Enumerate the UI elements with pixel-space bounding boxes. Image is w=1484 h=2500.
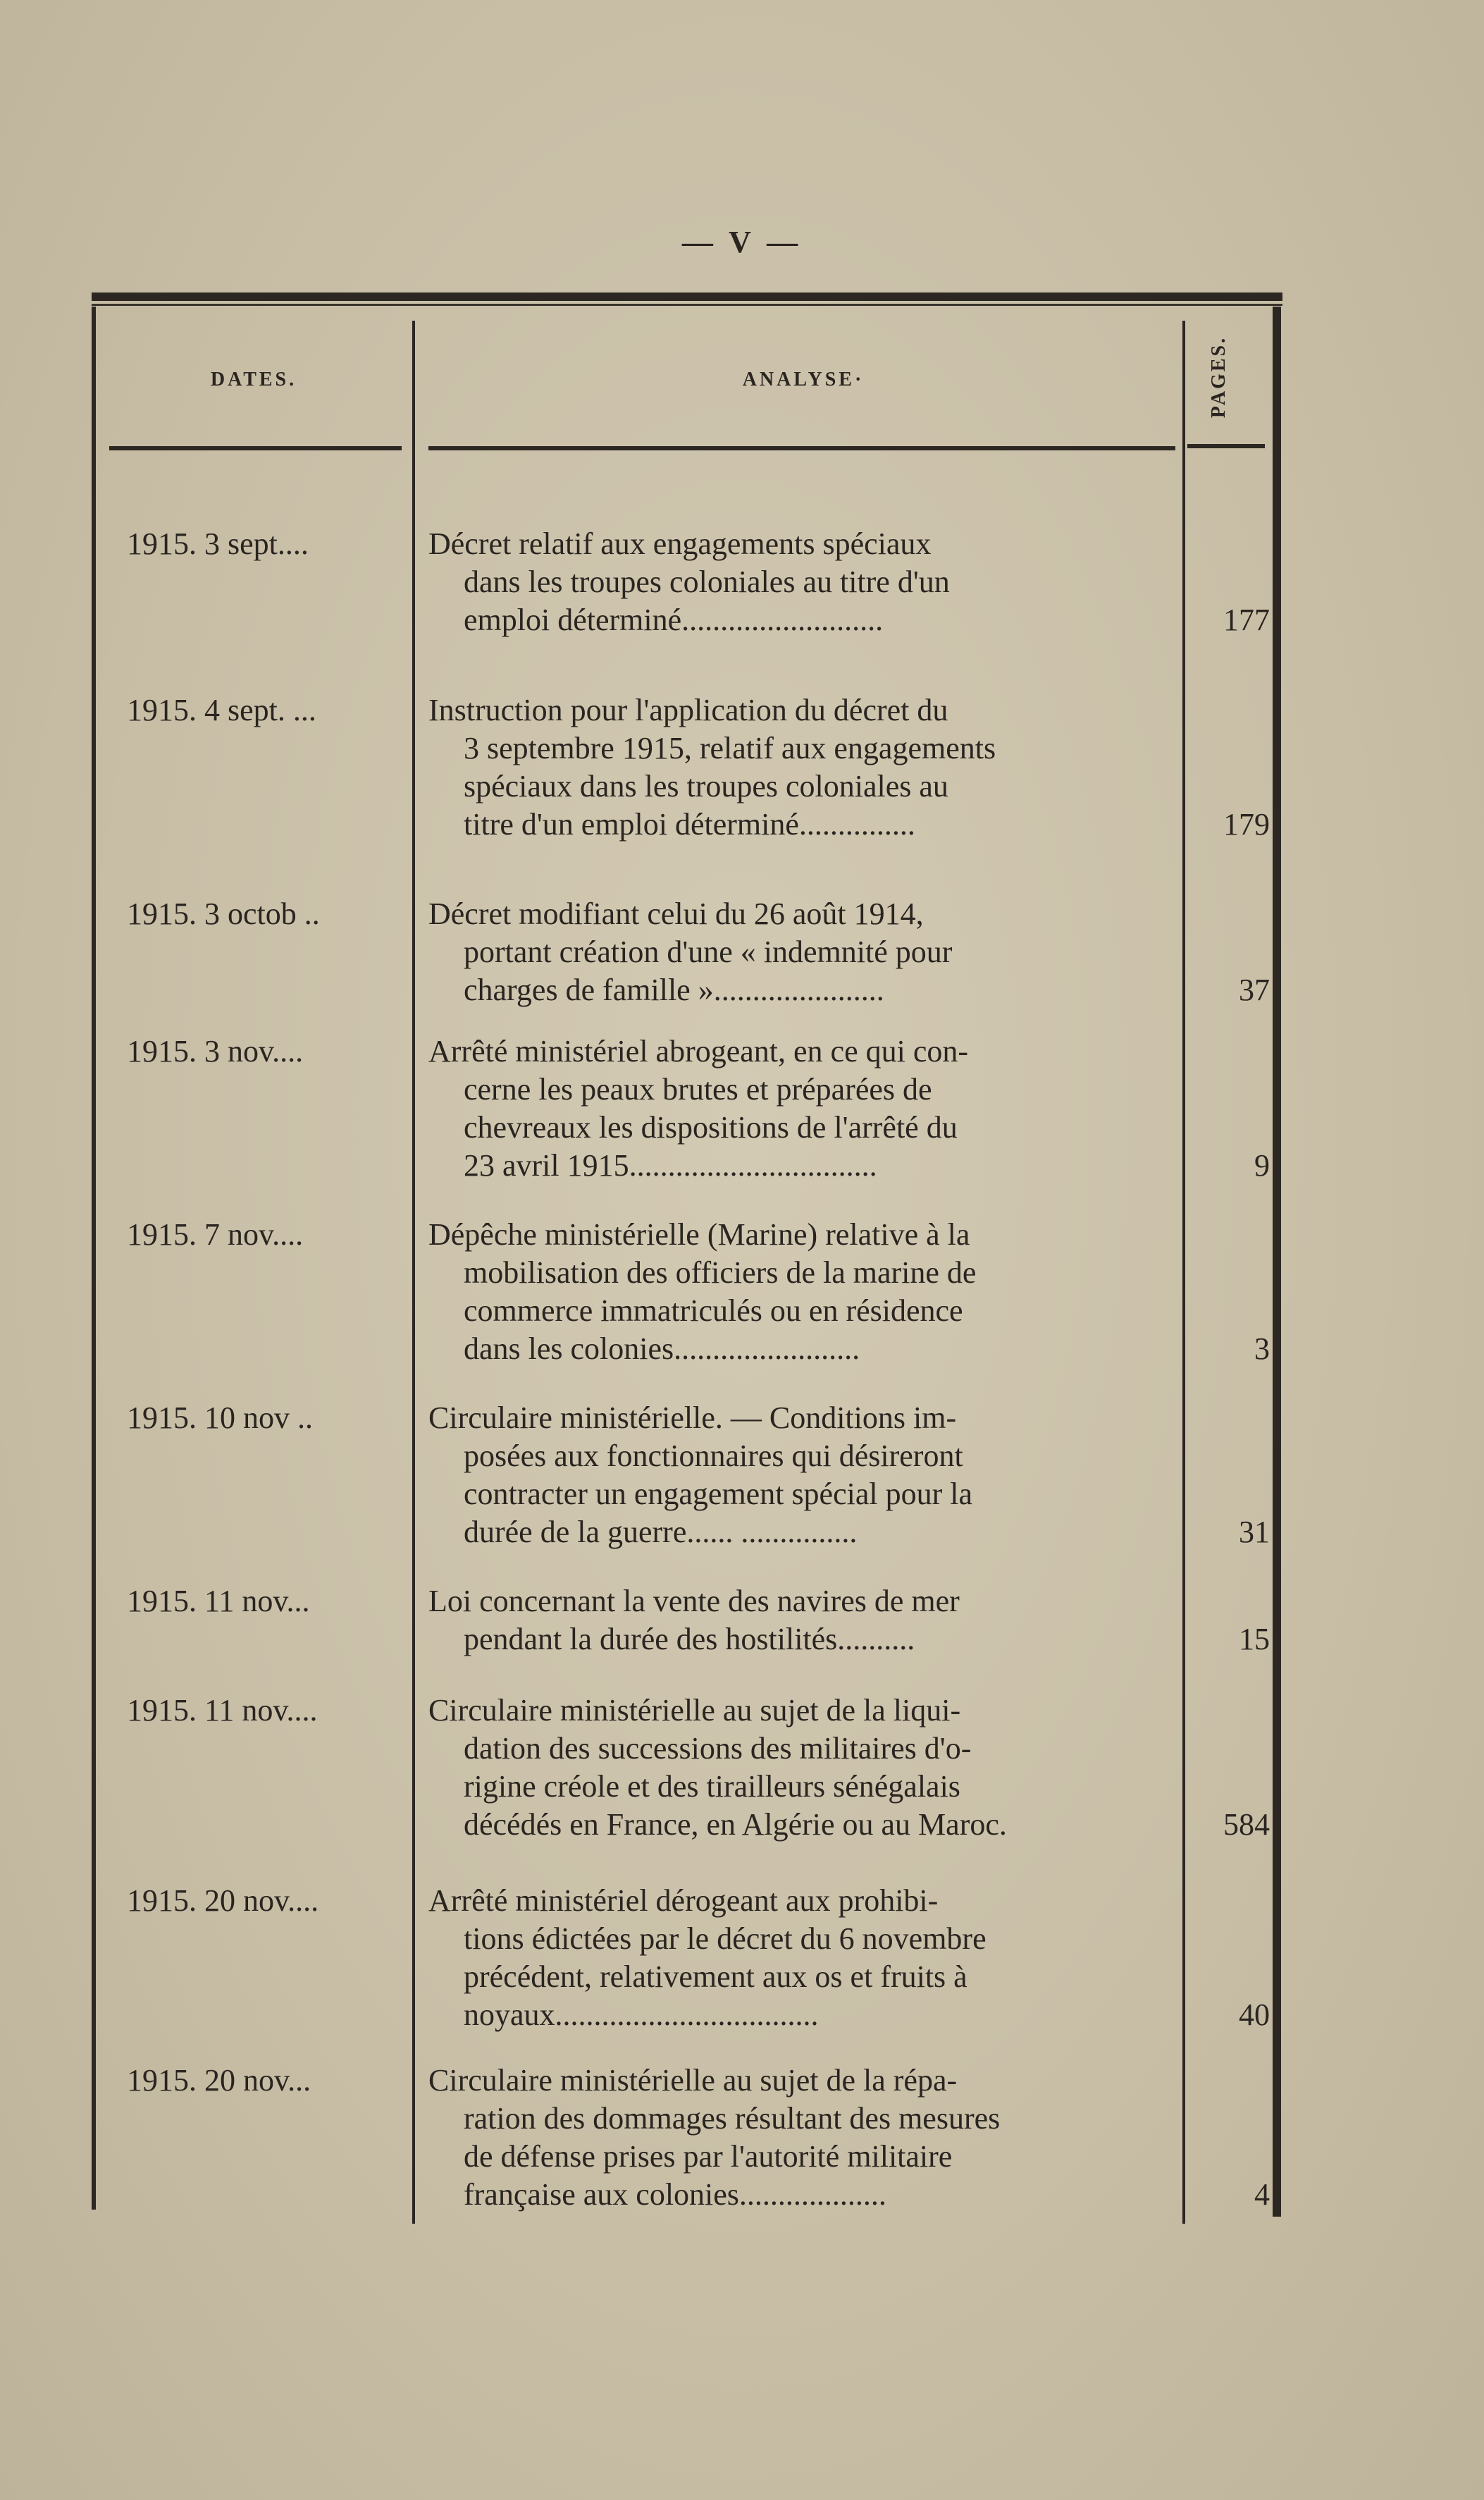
analyse-line: Arrêté ministériel abrogeant, en ce qui con- <box>428 1034 969 1069</box>
analyse-line: Circulaire ministérielle au sujet de la répa- <box>428 2063 958 2098</box>
header-dates: DATES. <box>210 369 297 390</box>
row-page: 3 <box>1254 1331 1270 1366</box>
row-date: 1915. 11 nov... <box>127 1584 310 1618</box>
row-analyse <box>428 525 1177 639</box>
analyse-line: rigine créole et des tirailleurs sénégalais <box>464 1769 960 1804</box>
analyse-line: charges de famille »...................... <box>464 973 884 1007</box>
row-page: 584 <box>1223 1807 1270 1842</box>
analyse-line: tions édictées par le décret du 6 novembre <box>464 1921 987 1956</box>
analyse-line: mobilisation des officiers de la marine de <box>464 1255 977 1290</box>
analyse-line: emploi déterminé.......................... <box>464 603 884 637</box>
analyse-line: spéciaux dans les troupes coloniales au <box>464 769 948 803</box>
analyse-line: dation des successions des militaires d'o- <box>464 1731 972 1766</box>
row-analyse <box>428 1882 1177 2034</box>
analyse-line: dans les troupes coloniales au titre d'un <box>464 565 950 599</box>
top-rule-thin <box>92 304 1282 306</box>
analyse-line: ration des dommages résultant des mesures <box>464 2101 1001 2136</box>
analyse-line: dans les colonies........................ <box>464 1331 860 1366</box>
row-page: 37 <box>1239 973 1270 1007</box>
analyse-line: contracter un engagement spécial pour la <box>464 1477 973 1511</box>
row-date: 1915. 20 nov... <box>127 2063 311 2098</box>
analyse-line: Décret modifiant celui du 26 août 1914, <box>428 897 924 931</box>
row-page: 31 <box>1239 1515 1270 1549</box>
row-analyse <box>428 691 1177 844</box>
row-date: 1915. 11 nov.... <box>127 1693 318 1728</box>
row-page: 15 <box>1239 1622 1270 1656</box>
analyse-line: portant création d'une « indemnité pour <box>464 935 953 969</box>
page-folio: — V — <box>681 225 803 259</box>
header-pages: PAGES. <box>1208 335 1230 419</box>
row-date: 1915. 3 sept.... <box>127 527 309 561</box>
analyse-line: Loi concernant la vente des navires de mer <box>428 1584 960 1618</box>
analyse-line: Instruction pour l'application du décret du <box>428 693 948 727</box>
row-analyse <box>428 1399 1177 1551</box>
analyse-line: 23 avril 1915................................ <box>464 1148 877 1183</box>
row-page: 179 <box>1223 807 1270 842</box>
header-pages-cell <box>1194 324 1244 430</box>
right-border <box>1273 307 1281 2217</box>
header-rule-pages <box>1187 444 1265 448</box>
row-analyse <box>428 1033 1177 1185</box>
header-rule-analyse <box>428 446 1175 450</box>
top-rule <box>92 293 1282 301</box>
row-page: 9 <box>1254 1148 1270 1183</box>
analyse-line: chevreaux les dispositions de l'arrêté du <box>464 1110 958 1145</box>
index-table <box>92 293 1282 2217</box>
analyse-line: Dépêche ministérielle (Marine) relative à la <box>428 1217 970 1252</box>
analyse-pages-divider <box>1182 321 1185 2224</box>
analyse-line: commerce immatriculés ou en résidence <box>464 1293 963 1328</box>
row-analyse <box>428 1216 1177 1368</box>
row-analyse <box>428 895 1177 1009</box>
row-date: 1915. 3 octob .. <box>127 897 320 931</box>
header-rule-dates <box>109 446 402 450</box>
row-analyse <box>428 1692 1177 1844</box>
analyse-line: Arrêté ministériel dérogeant aux prohibi- <box>428 1883 939 1918</box>
dates-analyse-divider <box>412 321 415 2224</box>
row-analyse <box>428 1582 1177 1658</box>
analyse-line: cerne les peaux brutes et préparées de <box>464 1072 932 1107</box>
analyse-line: titre d'un emploi déterminé............... <box>464 807 915 842</box>
row-page: 40 <box>1239 1997 1270 2032</box>
row-analyse <box>428 2062 1177 2214</box>
analyse-line: pendant la durée des hostilités.......... <box>464 1622 915 1656</box>
analyse-line: noyaux.................................. <box>464 1997 819 2032</box>
analyse-line: Décret relatif aux engagements spéciaux <box>428 527 932 561</box>
row-date: 1915. 4 sept. ... <box>127 693 316 727</box>
left-border <box>92 307 96 2210</box>
analyse-line: durée de la guerre...... ............... <box>464 1515 858 1549</box>
analyse-line: Circulaire ministérielle au sujet de la liqui- <box>428 1693 961 1728</box>
analyse-line: 3 septembre 1915, relatif aux engagements <box>464 731 996 765</box>
analyse-line: décédés en France, en Algérie ou au Maroc. <box>464 1807 1007 1842</box>
analyse-line: Circulaire ministérielle. — Conditions im- <box>428 1400 957 1435</box>
row-date: 1915. 10 nov .. <box>127 1400 313 1435</box>
analyse-line: de défense prises par l'autorité militaire <box>464 2139 953 2174</box>
row-date: 1915. 20 nov.... <box>127 1883 319 1918</box>
header-analyse: ANALYSE· <box>742 369 865 390</box>
row-page: 177 <box>1223 603 1270 637</box>
analyse-line: précédent, relativement aux os et fruits à <box>464 1959 967 1994</box>
row-date: 1915. 3 nov.... <box>127 1034 304 1069</box>
analyse-line: française aux colonies................... <box>464 2177 886 2212</box>
row-date: 1915. 7 nov.... <box>127 1217 304 1252</box>
row-page: 4 <box>1254 2177 1270 2212</box>
analyse-line: posées aux fonctionnaires qui désireront <box>464 1439 963 1473</box>
